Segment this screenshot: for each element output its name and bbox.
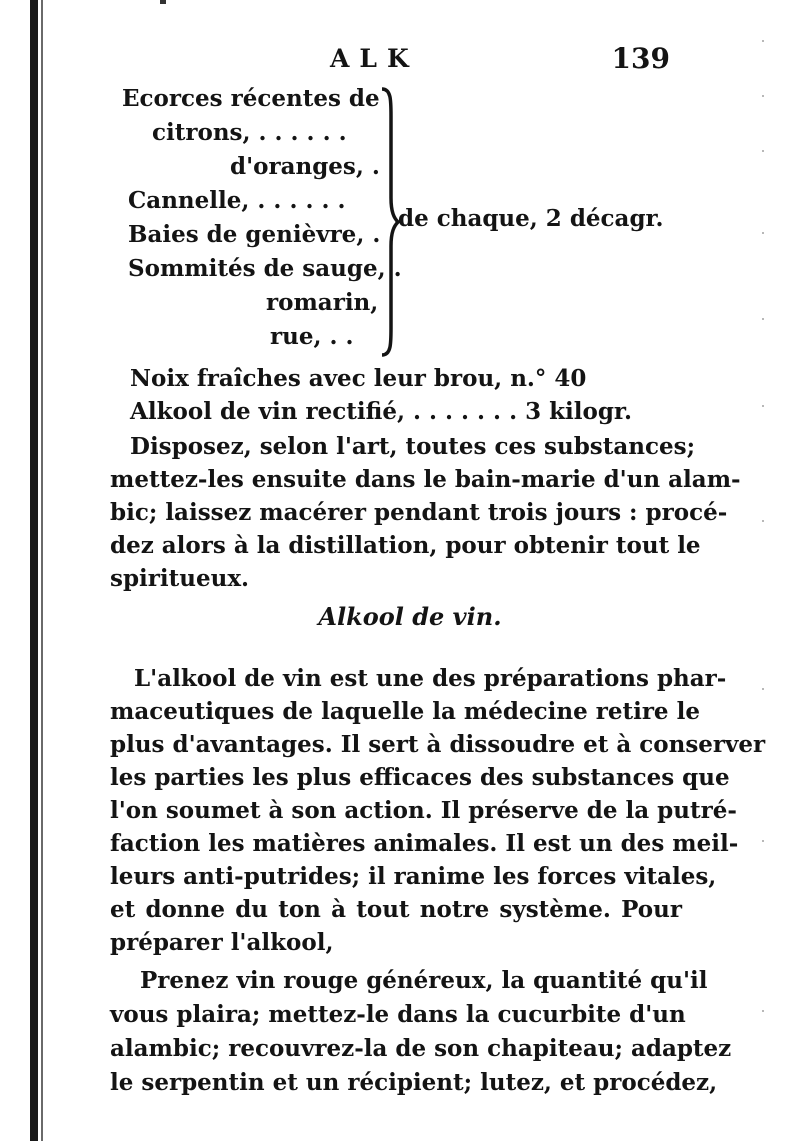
text-line: leurs anti-putrides; il ranime les forces vitales, (110, 863, 717, 890)
scan-speck (762, 95, 764, 97)
scan-speck (762, 520, 764, 522)
text-line: l'on soumet à son action. Il préserve de la putré- (110, 797, 737, 824)
text-line: bic; laissez macérer pendant trois jours : procé- (110, 499, 728, 526)
section-title: Alkool de vin. (318, 602, 502, 631)
text-line: Disposez, selon l'art, toutes ces substances; (130, 433, 696, 460)
ingredient-line: d'oranges, . (230, 153, 380, 180)
text-line: maceutiques de laquelle la médecine retire le (110, 698, 700, 725)
text-line: les parties les plus efficaces des substances que (110, 764, 730, 791)
text-line: plus d'avantages. Il sert à dissoudre et à conserver (110, 731, 766, 758)
ingredient-line: Sommités de sauge, . (128, 255, 402, 282)
ingredient-line: citrons, . . . . . . (152, 119, 347, 146)
scan-speck (762, 840, 764, 842)
page-edge-line (41, 0, 43, 1141)
text-line: faction les matières animales. Il est un des meil- (110, 830, 739, 857)
scan-speck (762, 405, 764, 407)
book-spine-shadow (30, 0, 38, 1141)
ingredient-line: Ecorces récentes de (122, 85, 380, 112)
scan-speck (762, 318, 764, 320)
page-number: 139 (611, 42, 670, 75)
text-line: mettez-les ensuite dans le bain-marie d'un alam- (110, 466, 741, 493)
ingredient-line: Cannelle, . . . . . . (128, 187, 346, 214)
scan-speck (762, 40, 764, 42)
brace-quantity: de chaque, 2 décagr. (398, 205, 664, 232)
page-header (110, 44, 670, 80)
text-line: Prenez vin rouge généreux, la quantité qu'il (140, 967, 708, 994)
text-line: alambic; recouvrez-la de son chapiteau; adaptez (110, 1035, 732, 1062)
ingredient-extra: Noix fraîches avec leur brou, n.° 40 (130, 365, 587, 392)
text-line: vous plaira; mettez-le dans la cucurbite d'un (110, 1001, 686, 1028)
running-head: ALK (330, 44, 419, 73)
text-line: L'alkool de vin est une des préparations phar- (134, 665, 727, 692)
text-line: préparer l'alkool, (110, 929, 334, 956)
scan-speck (762, 232, 764, 234)
scan-speck (762, 150, 764, 152)
ingredient-extra: Alkool de vin rectifié, . . . . . . . 3 kilogr. (130, 398, 632, 425)
text-line: le serpentin et un récipient; lutez, et procédez, (110, 1069, 718, 1096)
ingredient-line: rue, . . (270, 323, 354, 350)
ingredient-line: Baies de genièvre, . (128, 221, 381, 248)
ingredient-line: romarin, (266, 289, 379, 316)
text-line: spiritueux. (110, 565, 250, 592)
curly-brace-icon (380, 86, 400, 358)
scan-speck (762, 1010, 764, 1012)
scan-speck (762, 688, 764, 690)
text-line: et donne du ton à tout notre système. Pour (110, 896, 682, 923)
scan-mark (160, 0, 166, 4)
text-line: dez alors à la distillation, pour obtenir tout le (110, 532, 701, 559)
